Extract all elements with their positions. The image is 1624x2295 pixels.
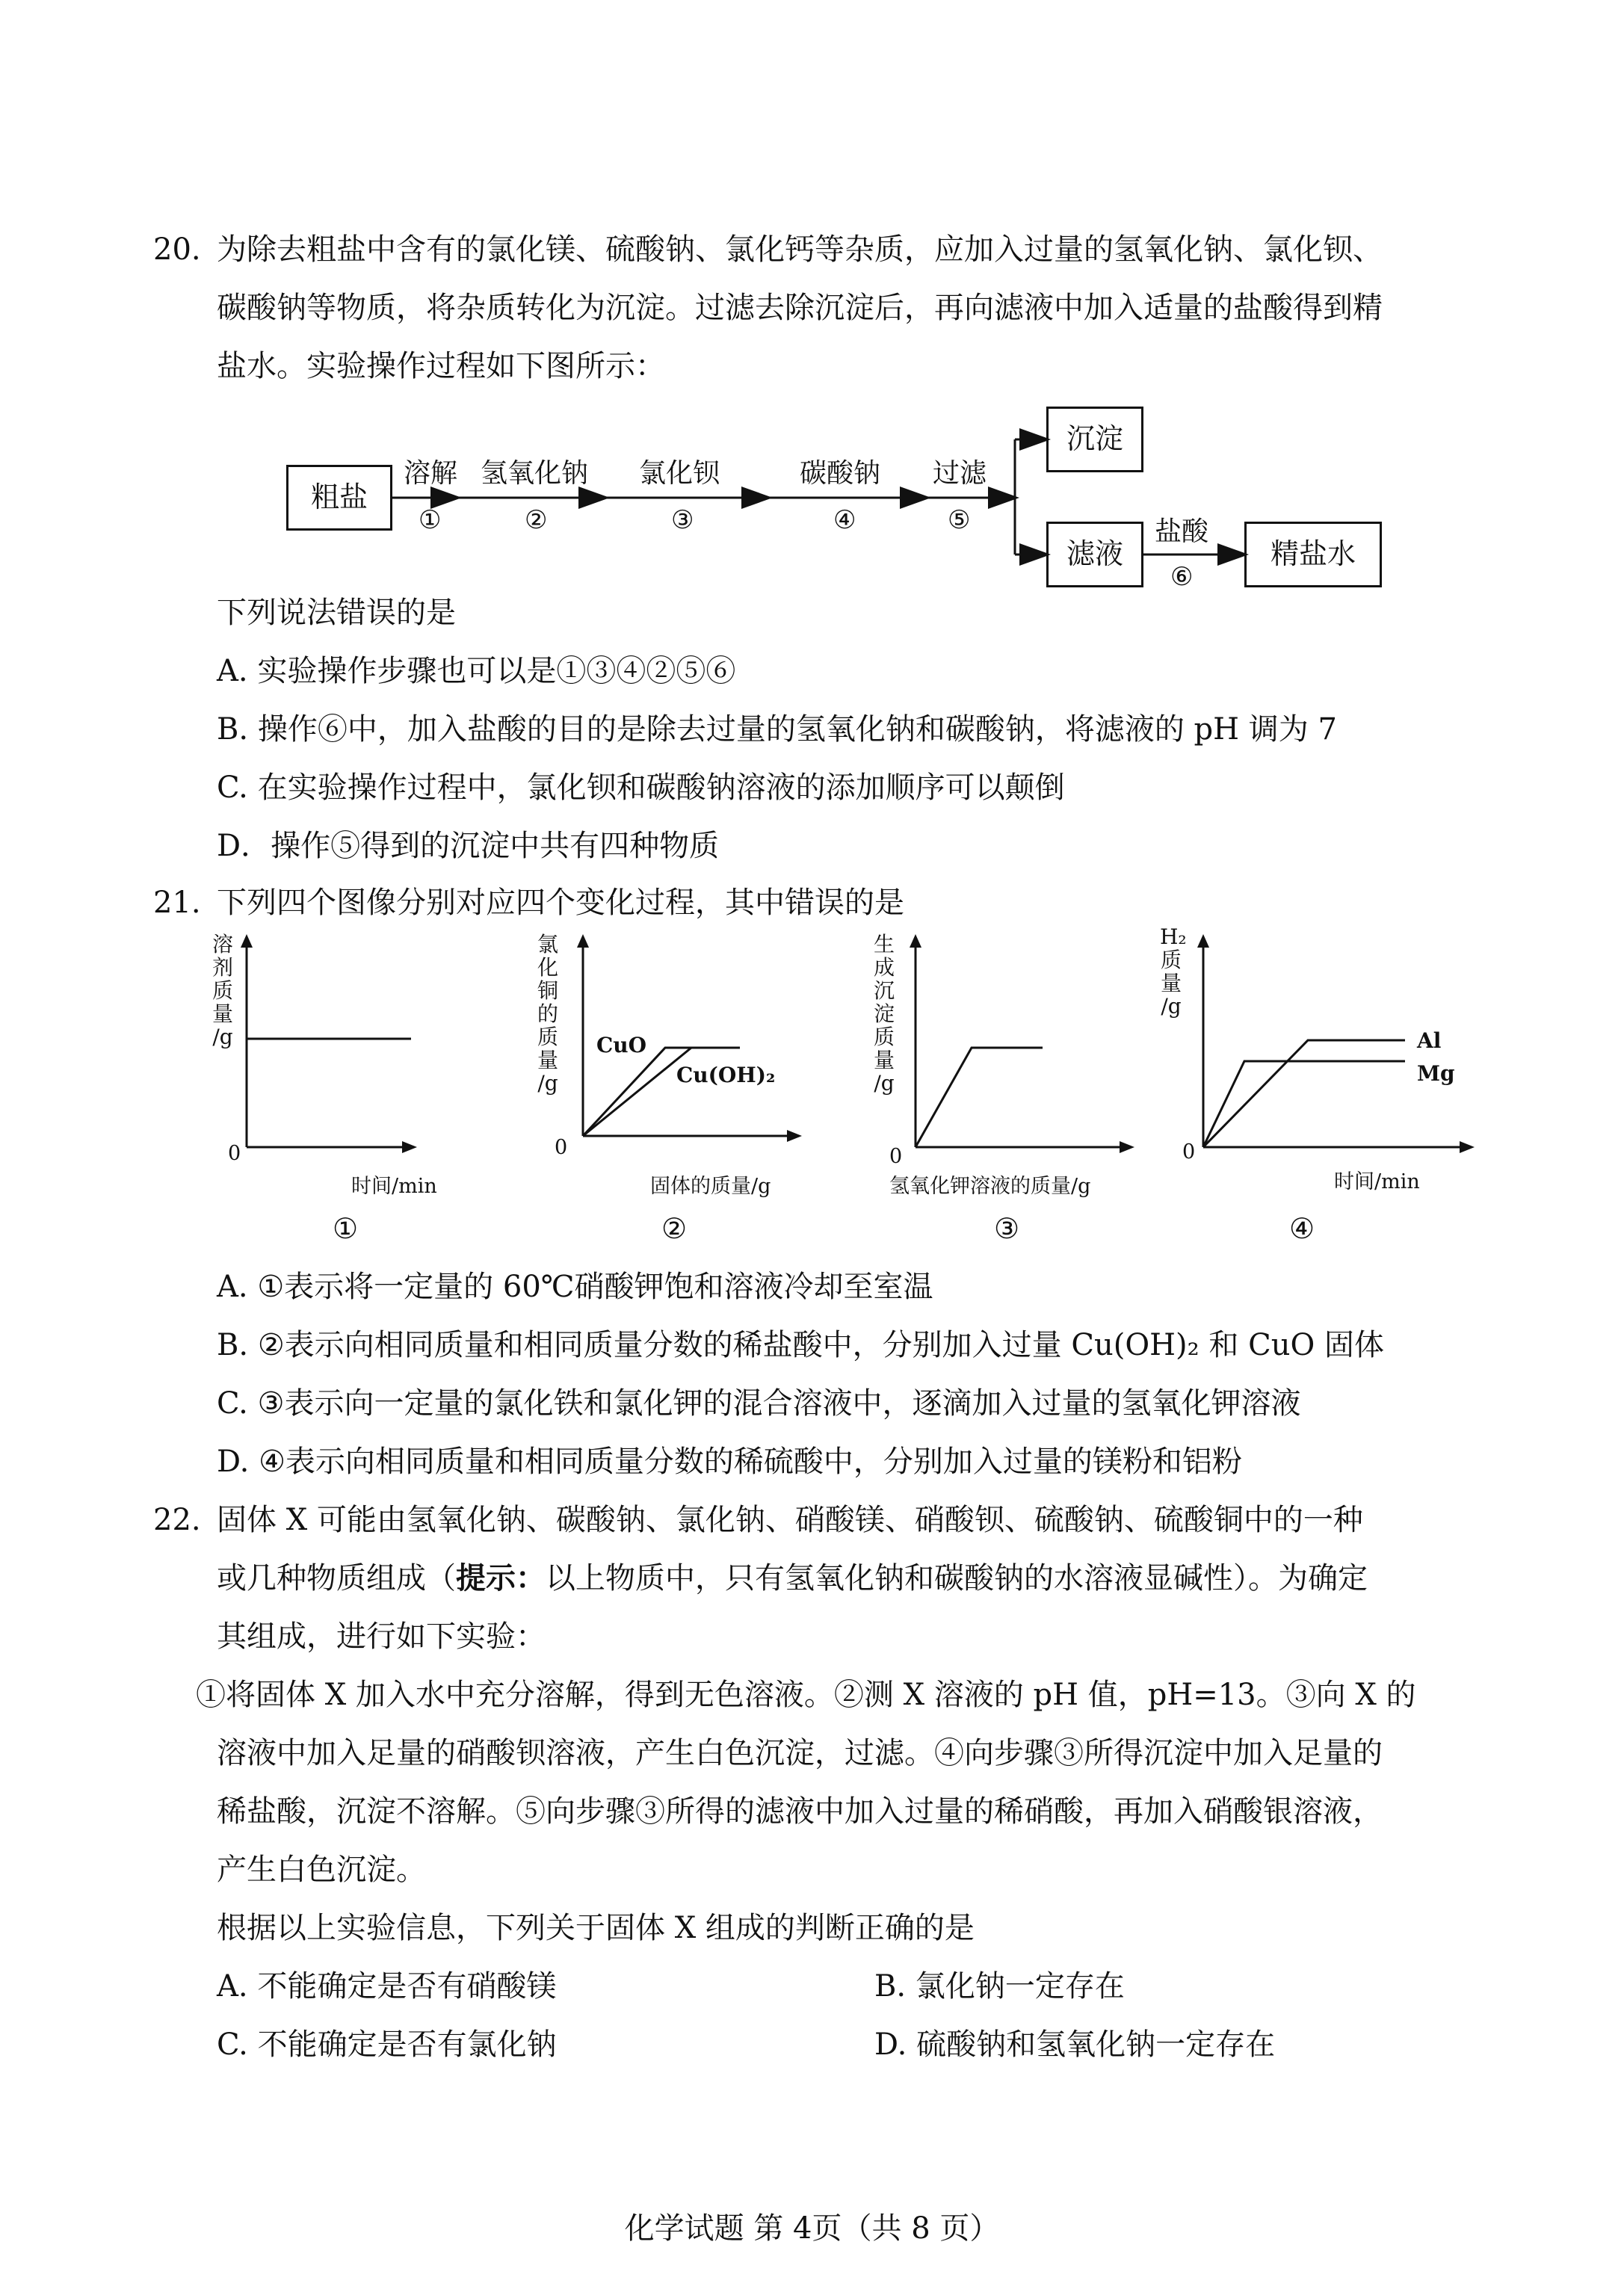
y-axis-arrow bbox=[910, 934, 921, 948]
page-footer: 化学试题 第 4页（共 8 页） bbox=[624, 2211, 1000, 2246]
y-axis-label bbox=[873, 933, 895, 1095]
x-axis-label: 固体的质量/g bbox=[650, 1175, 771, 1198]
y-axis-label-char: 生 bbox=[873, 932, 895, 957]
option-c: C. ③表示向一定量的氯化铁和氯化钾的混合溶液中，逐滴加入过量的氢氧化钾溶液 bbox=[217, 1386, 1301, 1421]
series-label-mg: Mg bbox=[1417, 1061, 1455, 1086]
y-axis-label-char: 质 bbox=[1160, 948, 1182, 972]
option-b: B. 氯化钠一定存在 bbox=[874, 1969, 1125, 2004]
graph-number: ① bbox=[333, 1212, 359, 1245]
x-axis-label: 时间/min bbox=[351, 1175, 437, 1198]
question-number: 21. bbox=[153, 886, 201, 920]
hint-label: 提示： bbox=[456, 1560, 546, 1596]
series-line bbox=[916, 1048, 1043, 1147]
x-axis-label: 时间/min bbox=[1334, 1170, 1420, 1193]
y-axis-label-char: 铜 bbox=[537, 978, 558, 1003]
text-span: 以上物质中，只有氢氧化钠和碳酸钠的水溶液显碱性）。为确定 bbox=[546, 1561, 1368, 1596]
option-b: B. 操作⑥中，加入盐酸的目的是除去过量的氢氧化钠和碳酸钠，将滤液的 pH 调为 7 bbox=[217, 712, 1337, 747]
x-axis-label: 氢氧化钾溶液的质量/g bbox=[889, 1175, 1091, 1198]
experiment-line: 溶液中加入足量的硝酸钡溶液，产生白色沉淀，过滤。④向步骤③所得沉淀中加入足量的 bbox=[217, 1736, 1383, 1770]
origin-label: 0 bbox=[889, 1145, 903, 1168]
y-axis-label-char: 质 bbox=[537, 1025, 558, 1049]
flow-box-label: 滤液 bbox=[1066, 537, 1123, 571]
option-b: B. ②表示向相同质量和相同质量分数的稀盐酸中，分别加入过量 Cu(OH)₂ 和 CuO 固体 bbox=[217, 1328, 1384, 1362]
series-line-mg bbox=[1203, 1061, 1405, 1147]
y-axis-unit: /g bbox=[874, 1071, 895, 1096]
flow-step-number: ⑥ bbox=[1170, 562, 1194, 592]
y-axis-label-char: 氯 bbox=[537, 932, 558, 957]
y-axis-label-char: 成 bbox=[873, 955, 895, 980]
y-axis-label-char: 量 bbox=[1160, 971, 1182, 995]
graph-3-plot bbox=[893, 934, 1140, 1158]
graph-number: ③ bbox=[994, 1212, 1020, 1245]
question-prompt: 下列说法错误的是 bbox=[217, 596, 456, 630]
question-text-line: 其组成，进行如下实验： bbox=[217, 1619, 546, 1654]
y-axis-arrow bbox=[1197, 934, 1209, 948]
series-label-cuo: CuO bbox=[596, 1033, 647, 1057]
flow-step-number: ③ bbox=[671, 505, 694, 535]
option-d: D．操作⑤得到的沉淀中共有四种物质 bbox=[217, 829, 720, 863]
flow-arrows bbox=[0, 0, 1624, 613]
text-span: 或几种物质组成（ bbox=[217, 1561, 456, 1596]
graph-number: ④ bbox=[1289, 1212, 1315, 1245]
y-axis-label bbox=[537, 933, 559, 1095]
series-label-al: Al bbox=[1417, 1028, 1442, 1053]
series-line-cuo bbox=[583, 1048, 717, 1136]
y-axis-label-char: 量 bbox=[212, 1001, 233, 1026]
flow-step-label: 氯化钡 bbox=[639, 458, 720, 489]
series-line-cuoh2 bbox=[583, 1048, 740, 1136]
option-c: C. 在实验操作过程中，氯化钡和碳酸钠溶液的添加顺序可以颠倒 bbox=[217, 770, 1065, 805]
y-axis-label-char: 质 bbox=[873, 1025, 895, 1049]
option-c: C. 不能确定是否有氯化钠 bbox=[217, 2027, 557, 2062]
y-axis-label bbox=[1160, 924, 1187, 1019]
x-axis-arrow bbox=[787, 1130, 802, 1142]
y-axis-unit: /g bbox=[537, 1071, 558, 1096]
flow-step-number: ⑤ bbox=[948, 505, 971, 535]
y-axis-arrow bbox=[241, 934, 253, 948]
series-label-cuoh2: Cu(OH)₂ bbox=[676, 1063, 776, 1087]
question-text-line: 下列四个图像分别对应四个变化过程，其中错误的是 bbox=[217, 886, 904, 920]
flow-step-number: ① bbox=[419, 505, 442, 535]
x-axis-arrow bbox=[402, 1141, 417, 1153]
x-axis-arrow bbox=[1460, 1141, 1475, 1153]
flow-box-filtrate bbox=[1046, 522, 1143, 587]
flow-step-label: 过滤 bbox=[933, 458, 987, 489]
flow-box-label: 粗盐 bbox=[310, 481, 368, 514]
graph-1-plot bbox=[224, 934, 419, 1158]
y-axis-label-char: 沉 bbox=[873, 978, 895, 1003]
y-axis-label-top: H₂ bbox=[1160, 924, 1187, 949]
question-text-line bbox=[217, 1560, 1368, 1596]
question-text-line: 碳酸钠等物质，将杂质转化为沉淀。过滤去除沉淀后，再向滤液中加入适量的盐酸得到精 bbox=[217, 291, 1383, 325]
option-a: A. 实验操作步骤也可以是①③④②⑤⑥ bbox=[217, 654, 736, 688]
question-text-line: 盐水。实验操作过程如下图所示： bbox=[217, 349, 665, 383]
y-axis-label-char: 的 bbox=[537, 1001, 558, 1026]
option-a: A. 不能确定是否有硝酸镁 bbox=[217, 1969, 557, 2004]
flow-step-label: 碳酸钠 bbox=[800, 458, 881, 489]
flow-step-number: ② bbox=[525, 505, 548, 535]
x-axis-arrow bbox=[1120, 1141, 1134, 1153]
flow-step-label: 溶解 bbox=[404, 458, 458, 489]
y-axis-label-char: 淀 bbox=[873, 1001, 895, 1026]
question-prompt: 根据以上实验信息，下列关于固体 X 组成的判断正确的是 bbox=[217, 1911, 975, 1945]
question-number: 20. bbox=[153, 232, 201, 267]
flow-box-label: 精盐水 bbox=[1270, 537, 1356, 571]
graph-number: ② bbox=[661, 1212, 688, 1245]
y-axis-label-char: 质 bbox=[212, 978, 233, 1003]
experiment-line: 稀盐酸，沉淀不溶解。⑤向步骤③所得的滤液中加入过量的稀硝酸，再加入硝酸银溶液， bbox=[217, 1794, 1383, 1829]
y-axis-label-char: 量 bbox=[537, 1048, 558, 1072]
experiment-line: 产生白色沉淀。 bbox=[217, 1853, 426, 1887]
flow-step-number: ④ bbox=[833, 505, 856, 535]
y-axis-unit: /g bbox=[1161, 994, 1182, 1019]
experiment-line: ①将固体 X 加入水中充分溶解，得到无色溶液。②测 X 溶液的 pH 值，pH=13。③向 X 的 bbox=[196, 1678, 1416, 1712]
flow-box-precipitate bbox=[1046, 407, 1143, 472]
question-number: 22. bbox=[153, 1503, 201, 1537]
series-line-al bbox=[1203, 1040, 1405, 1147]
question-text-line: 固体 X 可能由氢氧化钠、碳酸钠、氯化钠、硝酸镁、硝酸钡、硫酸钠、硫酸铜中的一种 bbox=[217, 1503, 1363, 1537]
y-axis-label-char: 量 bbox=[873, 1048, 895, 1072]
origin-label: 0 bbox=[228, 1142, 241, 1165]
y-axis-label-char: 溶 bbox=[212, 932, 233, 957]
flow-step-label: 盐酸 bbox=[1155, 516, 1209, 547]
origin-label: 0 bbox=[1182, 1140, 1196, 1164]
option-d: D. ④表示向相同质量和相同质量分数的稀硫酸中，分别加入过量的镁粉和铝粉 bbox=[217, 1445, 1242, 1479]
y-axis-unit: /g bbox=[212, 1025, 233, 1049]
flow-step-label: 氢氧化钠 bbox=[481, 458, 589, 489]
option-a: A. ①表示将一定量的 60℃硝酸钾饱和溶液冷却至室温 bbox=[217, 1270, 933, 1304]
option-d: D. 硫酸钠和氢氧化钠一定存在 bbox=[874, 2027, 1276, 2062]
origin-label: 0 bbox=[555, 1136, 568, 1159]
question-text-line: 为除去粗盐中含有的氯化镁、硫酸钠、氯化钙等杂质，应加入过量的氢氧化钠、氯化钡、 bbox=[217, 232, 1383, 267]
flow-box-brine bbox=[1244, 522, 1382, 587]
y-axis-arrow bbox=[577, 934, 589, 948]
y-axis-label-char: 剂 bbox=[212, 955, 233, 980]
y-axis-label-char: 化 bbox=[537, 955, 558, 980]
flow-box-label: 沉淀 bbox=[1066, 422, 1123, 456]
